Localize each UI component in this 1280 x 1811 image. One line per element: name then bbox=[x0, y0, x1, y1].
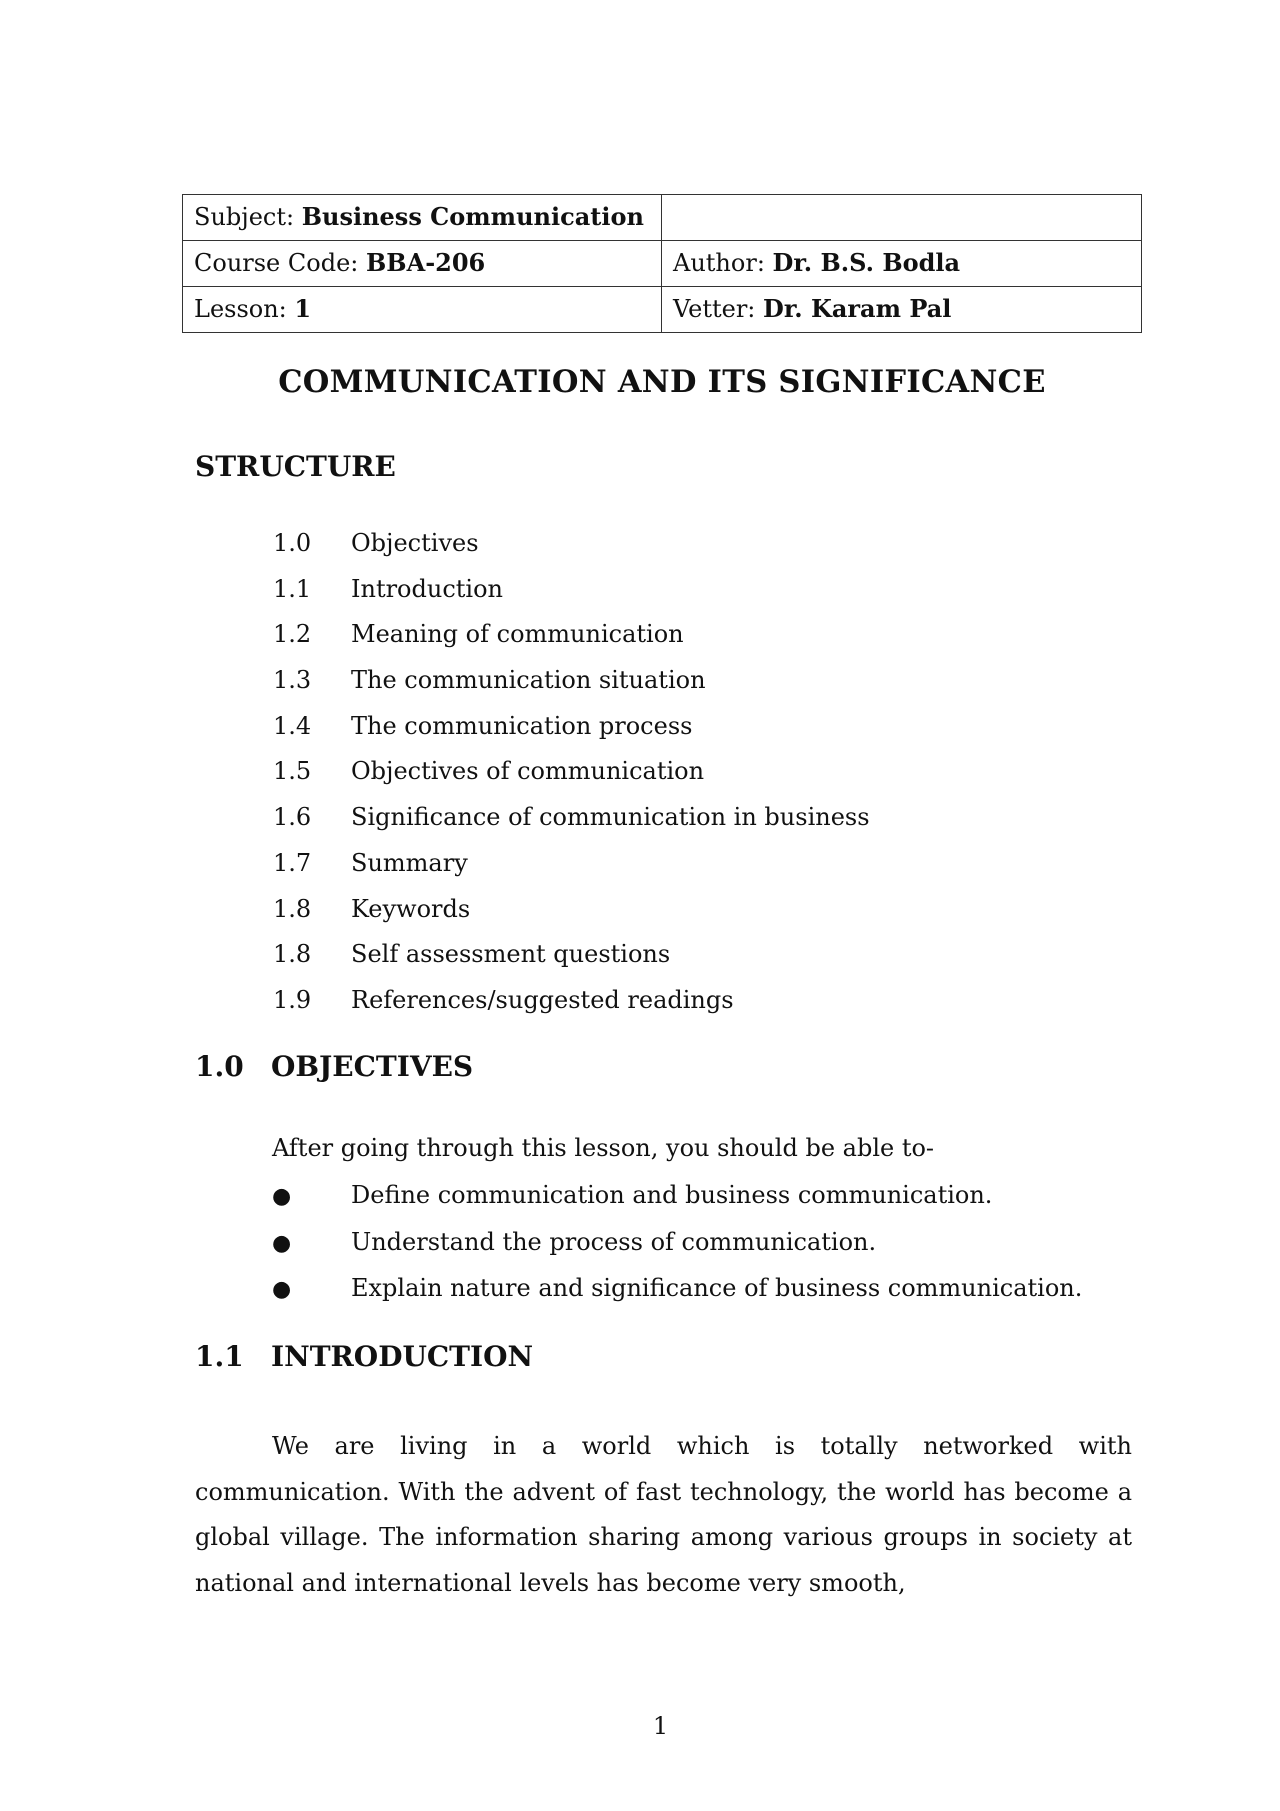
list-item bbox=[273, 570, 870, 616]
table-row bbox=[183, 287, 1142, 333]
item-label: Meaning of communication bbox=[351, 620, 684, 649]
introduction-heading bbox=[195, 1340, 533, 1373]
item-label: Introduction bbox=[351, 574, 503, 603]
item-label: Keywords bbox=[351, 894, 471, 923]
page-number: 1 bbox=[652, 1712, 669, 1740]
table-row bbox=[183, 195, 1142, 241]
item-number: 1.4 bbox=[273, 711, 312, 740]
author-label: Author: bbox=[673, 249, 765, 278]
bullet-text: Understand the process of communication. bbox=[351, 1227, 877, 1256]
item-label: Objectives of communication bbox=[351, 757, 705, 786]
list-item bbox=[272, 1223, 1082, 1270]
list-item bbox=[273, 707, 870, 753]
list-item bbox=[273, 890, 870, 936]
item-number: 1.6 bbox=[273, 803, 312, 832]
bullet-text: Define communication and business communication. bbox=[351, 1181, 993, 1209]
objectives-heading bbox=[195, 1050, 473, 1083]
section-number: 1.0 bbox=[195, 1050, 244, 1083]
list-item bbox=[272, 1176, 1082, 1223]
item-label: The communication process bbox=[351, 711, 693, 740]
item-label: Objectives bbox=[351, 529, 479, 557]
vetter-cell bbox=[662, 287, 1142, 333]
course-code-cell bbox=[183, 241, 662, 287]
item-number: 1.3 bbox=[273, 666, 312, 695]
list-item bbox=[272, 1269, 1082, 1316]
section-title: INTRODUCTION bbox=[271, 1340, 534, 1373]
item-label: The communication situation bbox=[351, 666, 706, 695]
objectives-lead: After going through this lesson, you should be able to- bbox=[272, 1134, 935, 1162]
item-label: Self assessment questions bbox=[351, 940, 671, 969]
section-title: OBJECTIVES bbox=[271, 1050, 474, 1083]
introduction-paragraph: We are living in a world which is totally networked with communication. With the advent of fast technology, the world has become a global village. The information sharing among various groups in society at national and international levels has become very smooth, bbox=[195, 1432, 1132, 1598]
objectives-list bbox=[272, 1176, 1082, 1316]
structure-list bbox=[273, 524, 870, 1027]
lesson-cell bbox=[183, 287, 662, 333]
item-number: 1.9 bbox=[273, 985, 312, 1014]
item-number: 1.2 bbox=[273, 620, 312, 649]
bullet-icon: ● bbox=[272, 1230, 292, 1256]
table-row bbox=[183, 241, 1142, 287]
list-item bbox=[273, 661, 870, 707]
course-code-value: BBA-206 bbox=[366, 248, 486, 278]
item-number: 1.7 bbox=[273, 848, 312, 877]
structure-heading: STRUCTURE bbox=[195, 450, 396, 483]
bullet-icon: ● bbox=[272, 1277, 292, 1302]
item-label: Significance of communication in business bbox=[351, 803, 870, 832]
vetter-label: Vetter: bbox=[673, 295, 756, 324]
item-number: 1.5 bbox=[273, 757, 312, 786]
item-label: References/suggested readings bbox=[351, 985, 734, 1014]
item-number: 1.1 bbox=[273, 574, 312, 603]
list-item bbox=[273, 844, 870, 890]
course-code-label: Course Code: bbox=[194, 249, 359, 278]
subject-value: Business Communication bbox=[301, 202, 644, 232]
section-number: 1.1 bbox=[195, 1340, 244, 1373]
lesson-label: Lesson: bbox=[194, 295, 287, 324]
subject-label: Subject: bbox=[194, 203, 295, 232]
bullet-text: Explain nature and significance of business communication. bbox=[351, 1274, 1083, 1302]
list-item bbox=[273, 615, 870, 661]
author-value: Dr. B.S. Bodla bbox=[772, 248, 961, 278]
item-number: 1.8 bbox=[273, 894, 312, 923]
empty-cell bbox=[662, 195, 1142, 241]
lesson-info-table bbox=[182, 194, 1142, 333]
list-item bbox=[273, 798, 870, 844]
item-label: Summary bbox=[351, 848, 468, 877]
subject-cell bbox=[183, 195, 662, 241]
lesson-value: 1 bbox=[294, 294, 312, 324]
list-item bbox=[273, 752, 870, 798]
author-cell bbox=[662, 241, 1142, 287]
bullet-icon: ● bbox=[272, 1184, 292, 1209]
list-item bbox=[273, 524, 870, 570]
vetter-value: Dr. Karam Pal bbox=[763, 294, 952, 324]
lesson-title: COMMUNICATION AND ITS SIGNIFICANCE bbox=[278, 364, 1046, 400]
item-number: 1.0 bbox=[273, 529, 312, 557]
list-item bbox=[273, 981, 870, 1027]
list-item bbox=[273, 935, 870, 981]
item-number: 1.8 bbox=[273, 940, 312, 969]
